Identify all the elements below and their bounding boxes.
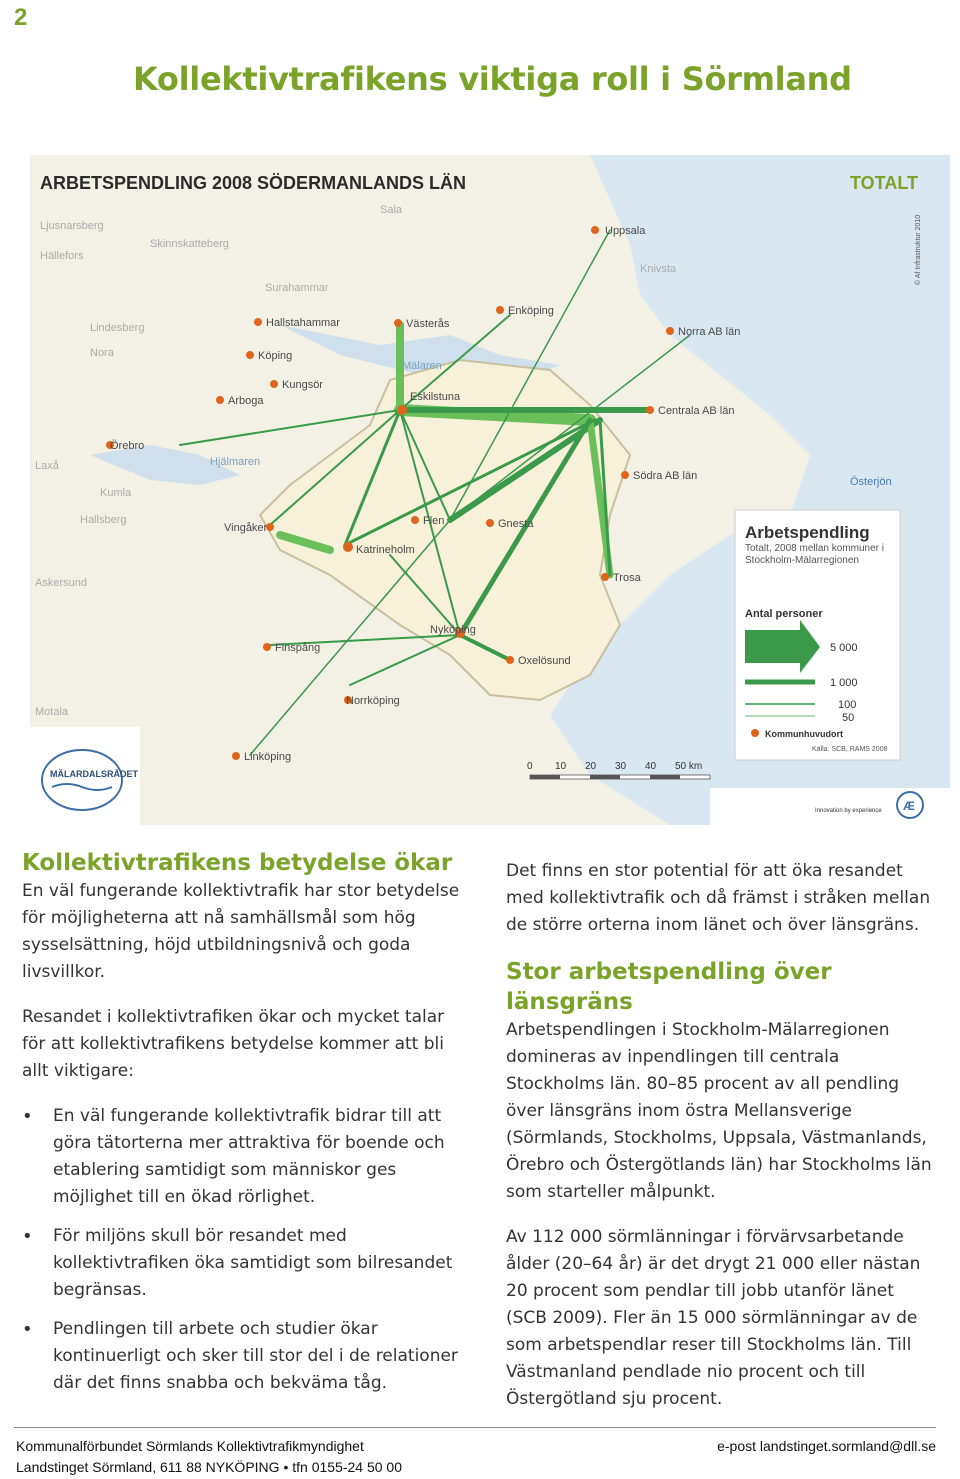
place-label: Gnesta	[498, 518, 534, 530]
paragraph: En väl fungerande kollektivtrafik har stor betydelse för möjligheterna att nå samhällsmål som hög sysselsättning, höjd utbildningsnivå och goda livsvillkor.	[22, 881, 460, 982]
place-label: Hallstahammar	[266, 317, 340, 329]
place-label: Hallsberg	[80, 514, 127, 526]
place-label: Nora	[90, 347, 114, 359]
place-label: Norrköping	[346, 695, 400, 707]
place-label: Kumla	[100, 487, 132, 499]
place-label: Linköping	[244, 751, 292, 763]
paragraph: Resandet i kollektivtrafiken ökar och mycket talar för att kollektivtrafikens betydelse kommer att bli allt viktigare:	[22, 1007, 445, 1081]
paragraph: Av 112 000 sörmlänningar i förvärvsarbetande ålder (20–64 år) är det drygt 21 000 eller nästan 20 procent som pendlar till jobb utanför länet (SCB 2009). Fler än 15 000 sörmlänningar av de som arbetspendlar reser till Stockholms län. Till Västmanland pendlade nio procent och till Östergötland sju procent.	[506, 1227, 921, 1409]
scale-tick: 0	[527, 761, 533, 772]
bullet-item: • En väl fungerande kollektivtrafik bidrar till att göra tätorterna mer attraktiva för boende och etablering samtidigt som människor ges möjlighet till en ökad rörlighet.	[22, 1103, 462, 1211]
legend-unit: Antal personer	[745, 608, 823, 620]
footer-divider	[14, 1427, 936, 1428]
place-label: Ljusnarsberg	[40, 220, 104, 232]
legend-value: 100	[838, 699, 857, 711]
legend-title: Arbetspendling	[745, 523, 870, 542]
place-label: Motala	[35, 706, 69, 718]
legend-value: 1 000	[830, 677, 858, 689]
right-column	[506, 858, 936, 1431]
place-label: Surahammar	[265, 282, 329, 294]
place-label: Nyköping	[430, 624, 476, 636]
page-title: Kollektivtrafikens viktiga roll i Sörmland	[133, 60, 852, 98]
footer-email[interactable]: e-post landstinget.sormland@dll.se	[717, 1438, 936, 1454]
footer-address-line: Landstinget Sörmland, 611 88 NYKÖPING • tfn 0155-24 50 00	[16, 1459, 402, 1475]
place-label: Vingåker	[224, 522, 268, 534]
left-column	[22, 848, 462, 1409]
commuting-map	[30, 155, 950, 825]
place-label: Katrineholm	[356, 544, 415, 556]
scale-bar	[527, 761, 710, 779]
map-copyright: © Af Infrastruktur 2010	[915, 214, 922, 285]
place-label: Örebro	[110, 440, 145, 452]
map-header-total: TOTALT	[850, 173, 918, 193]
place-label: Norra AB län	[678, 326, 741, 338]
place-label: Mälaren	[402, 360, 442, 372]
place-label: Arboga	[228, 395, 264, 407]
place-label: Södra AB län	[633, 470, 698, 482]
place-label: Centrala AB län	[658, 405, 735, 417]
scale-tick: 50 km	[675, 761, 703, 772]
place-label: Lindesberg	[90, 322, 145, 334]
place-label: Uppsala	[605, 225, 646, 237]
bullet-list	[22, 1103, 462, 1397]
place-label: Knivsta	[640, 263, 677, 275]
scale-tick: 10	[555, 761, 567, 772]
footer-address	[16, 1436, 402, 1478]
place-label: Oxelösund	[518, 655, 571, 667]
place-label: Finspång	[275, 642, 321, 654]
place-label: Hjälmaren	[210, 456, 261, 468]
place-label: Västerås	[406, 318, 450, 330]
place-label: Askersund	[35, 577, 87, 589]
scale-tick: 20	[585, 761, 597, 772]
place-label: Trosa	[613, 572, 641, 584]
place-label: Laxå	[35, 460, 59, 472]
place-label: Skinnskatteberg	[150, 238, 229, 250]
bullet-item: • För miljöns skull bör resandet med kollektivtrafiken öka samtidigt som bilresandet begränsas.	[22, 1223, 462, 1304]
section-heading: Kollektivtrafikens betydelse ökar	[22, 850, 453, 876]
map-legend	[735, 510, 900, 760]
place-label: Hällefors	[40, 250, 84, 262]
place-label: Österjön	[850, 476, 892, 488]
legend-source: Källa: SCB, RAMS 2008	[812, 746, 888, 753]
section-heading: Stor arbetspendling över länsgräns	[506, 959, 832, 1015]
scale-tick: 30	[615, 761, 627, 772]
place-label: Eskilstuna	[410, 391, 461, 403]
paragraph: Arbetspendlingen i Stockholm-Mälarregionen domineras av inpendlingen till centrala Stockholms län. 80–85 procent av all pendling över länsgräns inom östra Mellansverige (Sörmlands, Stockholms, Uppsala, Västmanlands, Örebro och Östergötlands län) har Stockholms län som starteller målpunkt.	[506, 1020, 932, 1202]
map-header: ARBETSPENDLING 2008 SÖDERMANLANDS LÄN	[40, 173, 467, 193]
legend-value: 50	[842, 712, 855, 724]
footer-org: Kommunalförbundet Sörmlands Kollektivtrafikmyndighet	[16, 1438, 364, 1454]
logo-text: MÄLARDALSRÅDET	[50, 769, 138, 779]
legend-value: 5 000	[830, 642, 858, 654]
place-label: Sala	[380, 204, 403, 216]
scale-tick: 40	[645, 761, 657, 772]
place-label: Köping	[258, 350, 293, 362]
svg-text:Æ: Æ	[903, 799, 915, 813]
place-label: Kungsör	[282, 379, 323, 391]
place-label: Flen	[423, 515, 445, 527]
place-label: Enköping	[508, 305, 554, 317]
tagline: Innovation by experience	[815, 808, 882, 814]
legend-subtitle: Totalt, 2008 mellan kommuner i Stockholm-Mälarregionen	[745, 543, 884, 566]
paragraph: Det finns en stor potential för att öka resandet med kollektivtrafik och då främst i stråken mellan de större orterna inom länet och över länsgräns.	[506, 861, 931, 935]
legend-hq: Kommunhuvudort	[765, 729, 843, 739]
bullet-item: • Pendlingen till arbete och studier ökar kontinuerligt och sker till stor del i de relationer där det finns snabba och bekväma tåg.	[22, 1316, 462, 1397]
page-number: 2	[14, 4, 28, 31]
